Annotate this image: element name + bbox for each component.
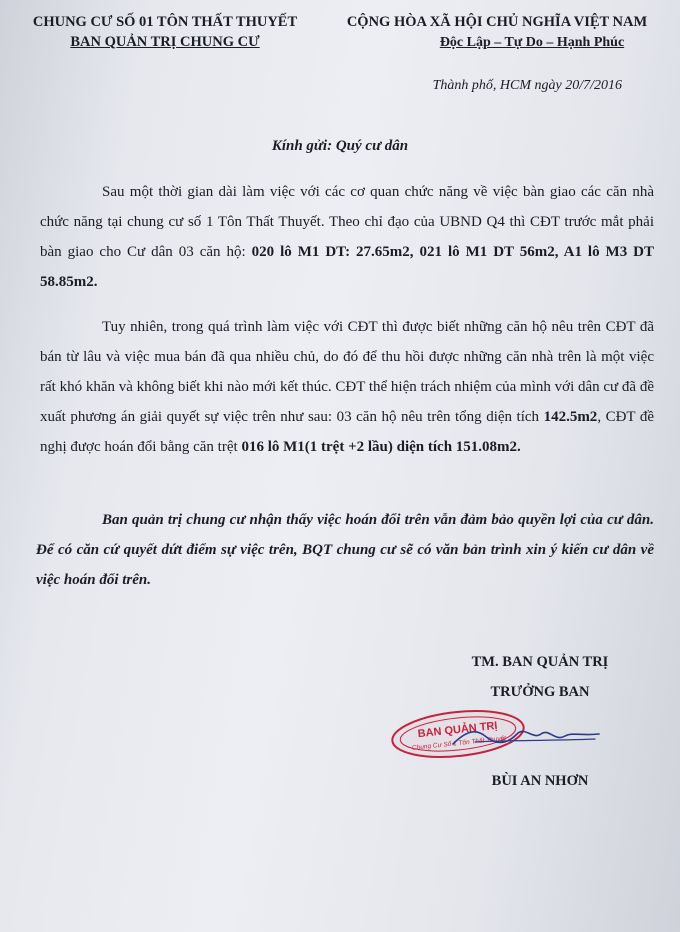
signer-name: BÙI AN NHƠN — [491, 773, 589, 789]
paragraph-2-unit: 016 lô M1(1 trệt +2 lầu) diện tích 151.08m2. — [241, 439, 521, 455]
paragraph-3: Ban quản trị chung cư nhận thấy việc hoán đổi trên vẫn đảm bảo quyền lợi của cư dân. Để có căn cứ quyết dứt điểm sự việc trên, BQT chung cư sẽ có văn bản trình xin ý kiến cư dân về việc hoán đổi trên. — [36, 512, 654, 588]
national-title: CỘNG HÒA XÃ HỘI CHỦ NGHĨA VIỆT NAM — [346, 14, 648, 30]
paragraph-1 — [40, 177, 654, 297]
seal-sub-text: Chung Cư Số 1 Tôn Thất Thuyết — [411, 735, 507, 752]
org-name: CHUNG CƯ SỐ 01 TÔN THẤT THUYẾT — [32, 14, 298, 30]
national-header — [322, 14, 672, 51]
salutation: Kính gửi: Quý cư dân — [271, 138, 409, 154]
signature-role: TRƯỞNG BAN — [490, 684, 590, 700]
paragraph-2-area: 142.5m2 — [543, 409, 598, 425]
paragraph-1-text: Sau một thời gian dài làm việc với các cơ quan chức năng về việc bàn giao các căn nhà chức năng tại chung cư số 1 Tôn Thất Thuyết. Theo chỉ đạo của UBND Q4 thì CĐT trước mắt phải bàn giao cho Cư dân 03 căn hộ: — [40, 184, 654, 260]
org-department: BAN QUẢN TRỊ CHUNG CƯ — [70, 34, 260, 50]
signature-title: TM. BAN QUẢN TRỊ — [471, 654, 609, 670]
paragraph-2-text-2: , CĐT đề nghị được hoán đổi bằng căn trệt — [40, 409, 654, 455]
handwritten-signature — [445, 722, 605, 752]
paragraph-2 — [40, 312, 654, 462]
date-line: Thành phố, HCM ngày 20/7/2016 — [432, 78, 622, 93]
paragraph-1-bold: 020 lô M1 DT: 27.65m2, 021 lô M1 DT 56m2, A1 lô M3 DT 58.85m2. — [40, 244, 654, 290]
seal-main-text: BAN QUẢN TRỊ — [417, 719, 499, 741]
org-header — [10, 14, 320, 51]
national-motto: Độc Lập – Tự Do – Hạnh Phúc — [439, 35, 625, 50]
paragraph-2-text-1: Tuy nhiên, trong quá trình làm việc với CĐT thì được biết những căn hộ nêu trên CĐT đã bán từ lâu và việc mua bán đã qua nhiều chủ, do đó để thu hồi được những căn nhà trên là một việc rất khó khăn và không biết khi nào mới kết thúc. CĐT thể hiện trách nhiệm của mình với dân cư đã đề xuất phương án giải quyết sự việc trên như sau: 03 căn hộ nêu trên tổng diện tích — [40, 319, 654, 425]
